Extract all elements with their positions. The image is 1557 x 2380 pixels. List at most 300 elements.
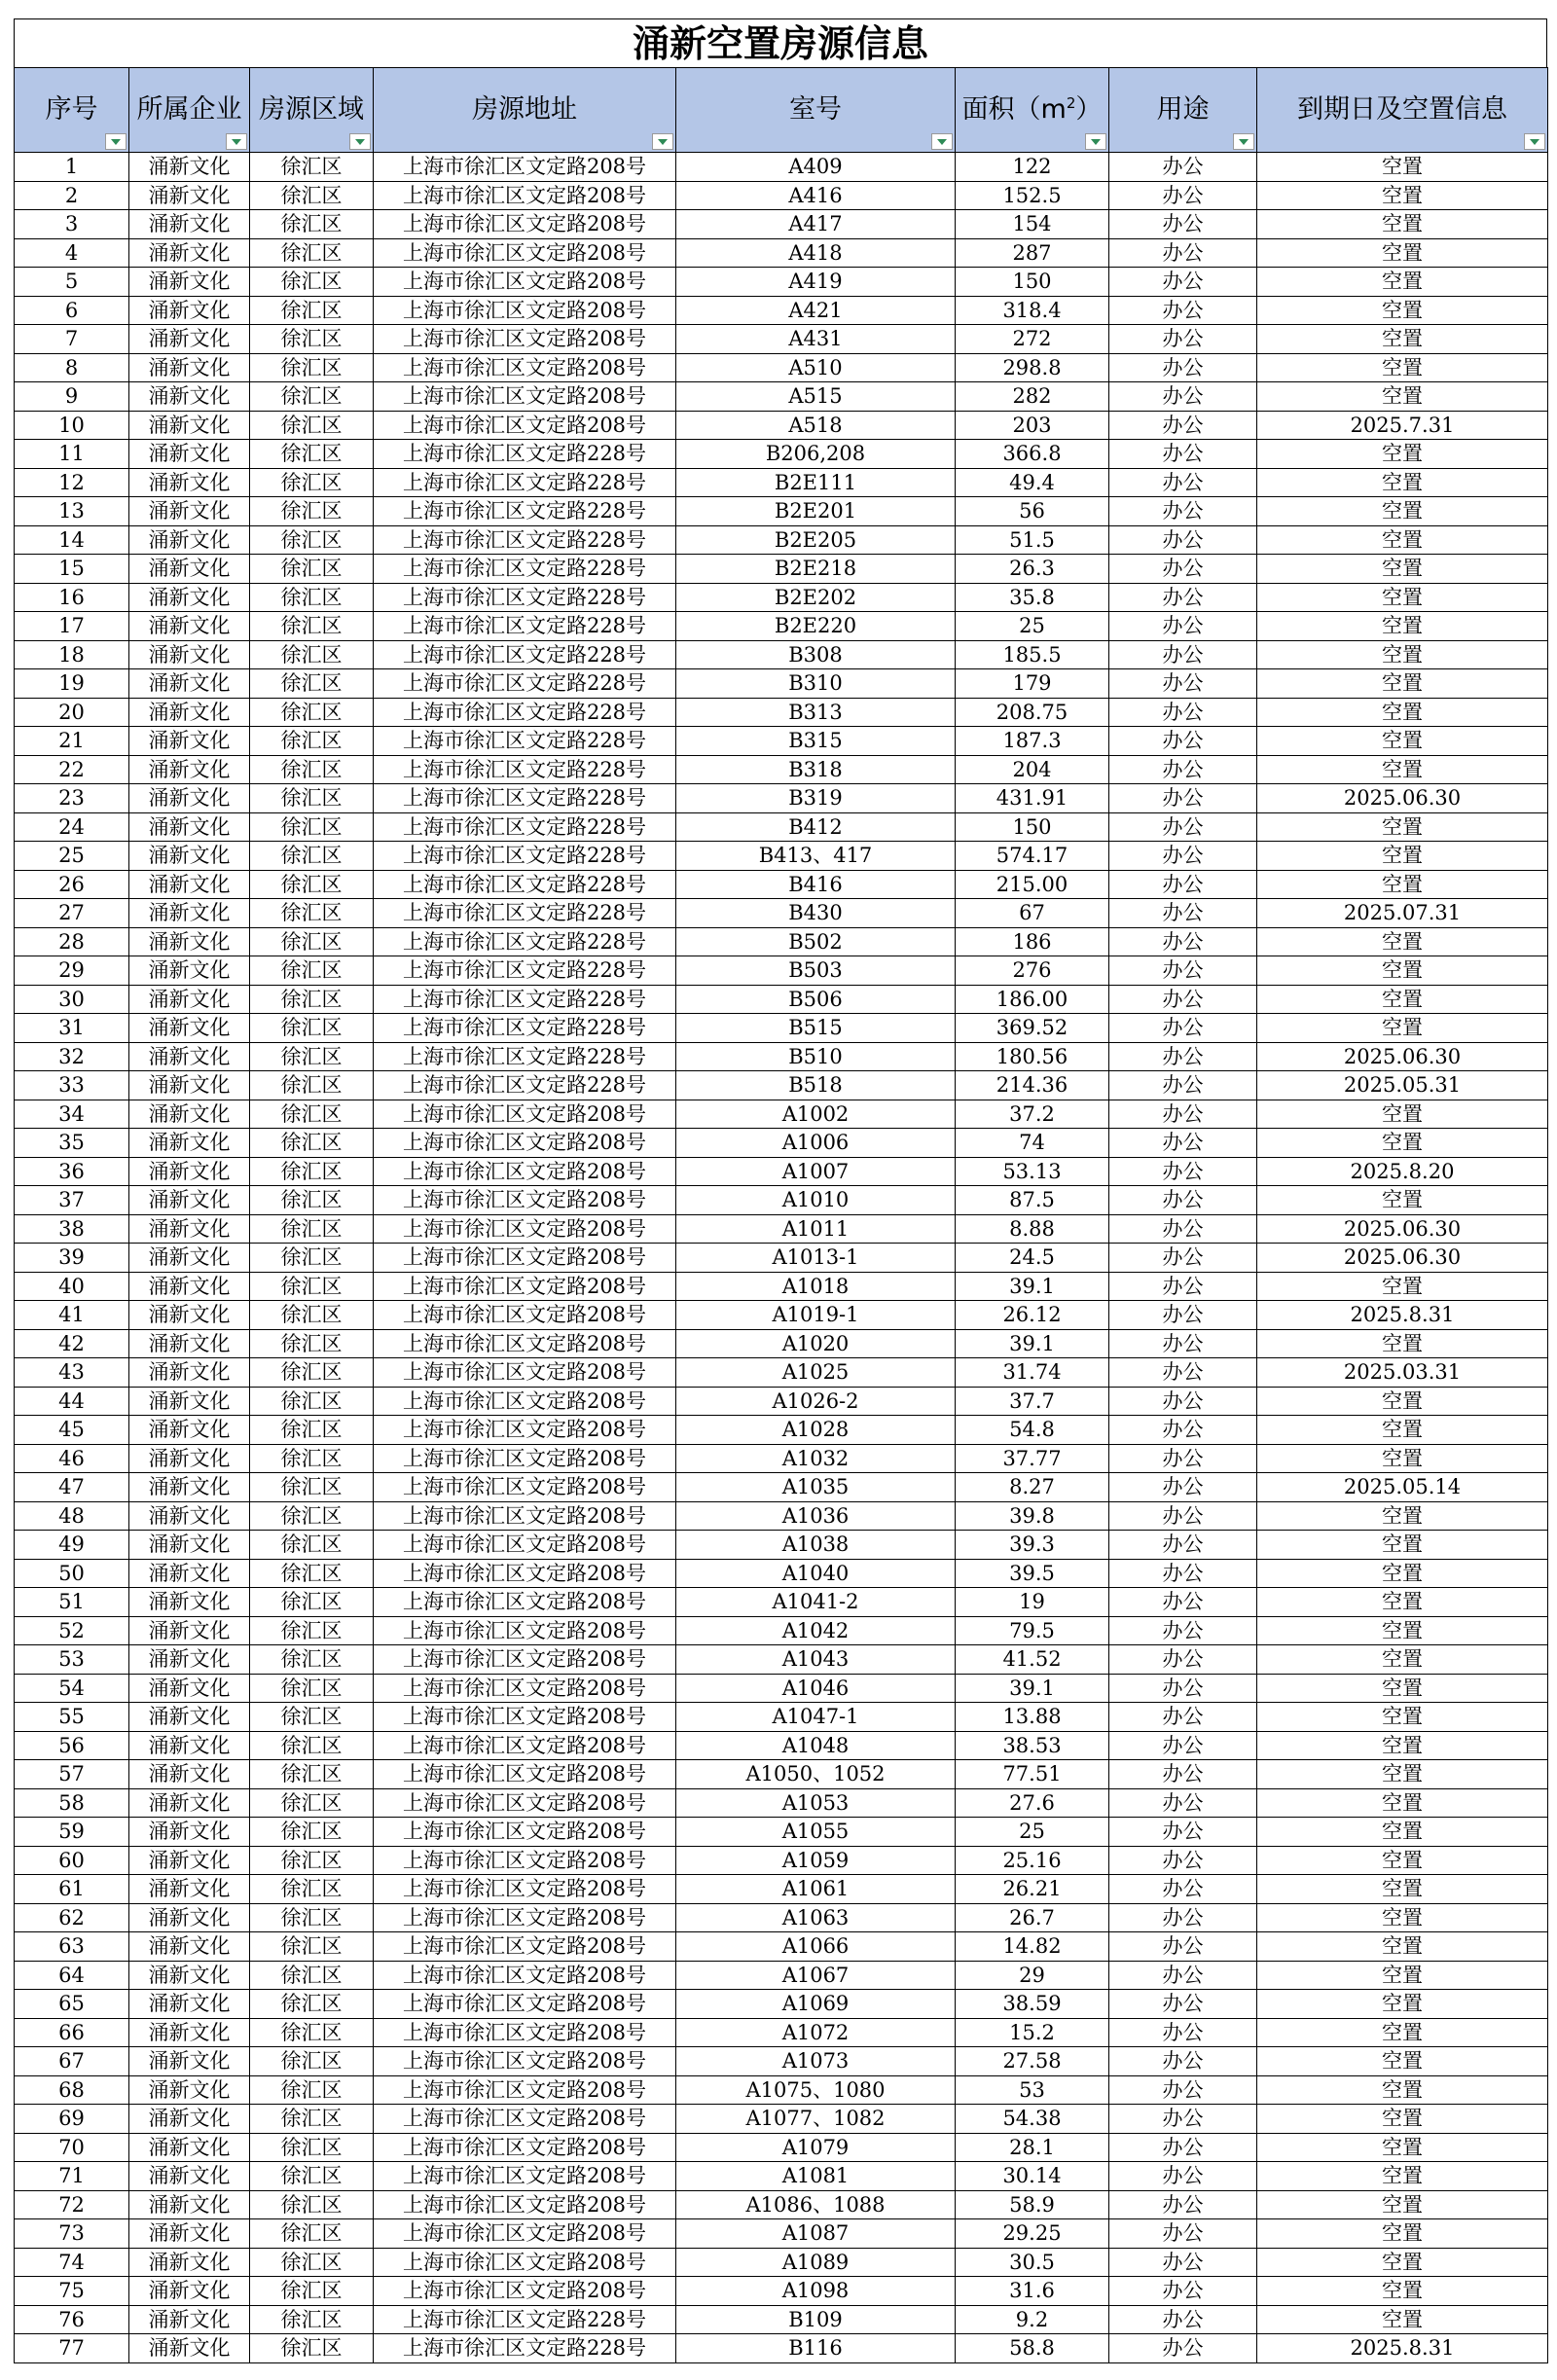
cell-no[interactable]: 51	[15, 1588, 129, 1617]
cell-expiry[interactable]: 空置	[1257, 325, 1548, 354]
cell-company[interactable]: 涌新文化	[129, 1703, 250, 1732]
cell-region[interactable]: 徐汇区	[250, 812, 374, 842]
cell-area[interactable]: 39.8	[956, 1501, 1109, 1531]
cell-room[interactable]: A1042	[676, 1616, 956, 1645]
cell-company[interactable]: 涌新文化	[129, 1645, 250, 1675]
cell-room[interactable]: B2E220	[676, 612, 956, 641]
cell-region[interactable]: 徐汇区	[250, 1645, 374, 1675]
cell-usage[interactable]: 办公	[1109, 1416, 1257, 1445]
cell-usage[interactable]: 办公	[1109, 1214, 1257, 1244]
cell-region[interactable]: 徐汇区	[250, 1501, 374, 1531]
cell-usage[interactable]: 办公	[1109, 2075, 1257, 2105]
cell-company[interactable]: 涌新文化	[129, 181, 250, 210]
filter-dropdown-icon[interactable]	[1524, 133, 1545, 150]
cell-region[interactable]: 徐汇区	[250, 296, 374, 325]
cell-region[interactable]: 徐汇区	[250, 1473, 374, 1502]
cell-company[interactable]: 涌新文化	[129, 1301, 250, 1330]
cell-expiry[interactable]: 空置	[1257, 755, 1548, 784]
cell-expiry[interactable]: 空置	[1257, 2305, 1548, 2334]
cell-room[interactable]: A1032	[676, 1444, 956, 1473]
cell-address[interactable]: 上海市徐汇区文定路228号	[374, 555, 676, 584]
cell-company[interactable]: 涌新文化	[129, 525, 250, 555]
cell-room[interactable]: A1069	[676, 1990, 956, 2019]
cell-address[interactable]: 上海市徐汇区文定路208号	[374, 1875, 676, 1904]
cell-expiry[interactable]: 空置	[1257, 555, 1548, 584]
cell-region[interactable]: 徐汇区	[250, 956, 374, 986]
cell-expiry[interactable]: 空置	[1257, 1674, 1548, 1703]
cell-address[interactable]: 上海市徐汇区文定路228号	[374, 727, 676, 756]
cell-region[interactable]: 徐汇区	[250, 1559, 374, 1588]
cell-no[interactable]: 30	[15, 985, 129, 1014]
cell-no[interactable]: 49	[15, 1531, 129, 1560]
cell-company[interactable]: 涌新文化	[129, 2190, 250, 2219]
cell-no[interactable]: 16	[15, 583, 129, 612]
cell-no[interactable]: 66	[15, 2018, 129, 2047]
cell-company[interactable]: 涌新文化	[129, 1616, 250, 1645]
cell-company[interactable]: 涌新文化	[129, 1042, 250, 1071]
cell-no[interactable]: 47	[15, 1473, 129, 1502]
cell-usage[interactable]: 办公	[1109, 956, 1257, 986]
cell-region[interactable]: 徐汇区	[250, 784, 374, 813]
cell-address[interactable]: 上海市徐汇区文定路208号	[374, 1674, 676, 1703]
cell-no[interactable]: 42	[15, 1329, 129, 1358]
cell-usage[interactable]: 办公	[1109, 1846, 1257, 1875]
cell-expiry[interactable]: 空置	[1257, 1272, 1548, 1301]
cell-area[interactable]: 27.58	[956, 2047, 1109, 2076]
cell-expiry[interactable]: 空置	[1257, 1932, 1548, 1962]
cell-region[interactable]: 徐汇区	[250, 497, 374, 526]
cell-room[interactable]: A1087	[676, 2219, 956, 2249]
cell-expiry[interactable]: 2025.8.31	[1257, 2334, 1548, 2363]
cell-usage[interactable]: 办公	[1109, 353, 1257, 382]
cell-region[interactable]: 徐汇区	[250, 1760, 374, 1789]
cell-address[interactable]: 上海市徐汇区文定路228号	[374, 1014, 676, 1043]
cell-no[interactable]: 12	[15, 468, 129, 497]
cell-address[interactable]: 上海市徐汇区文定路208号	[374, 2277, 676, 2306]
cell-company[interactable]: 涌新文化	[129, 1416, 250, 1445]
cell-company[interactable]: 涌新文化	[129, 1788, 250, 1818]
cell-usage[interactable]: 办公	[1109, 468, 1257, 497]
cell-area[interactable]: 25.16	[956, 1846, 1109, 1875]
cell-room[interactable]: A1019-1	[676, 1301, 956, 1330]
cell-usage[interactable]: 办公	[1109, 1760, 1257, 1789]
cell-no[interactable]: 75	[15, 2277, 129, 2306]
cell-company[interactable]: 涌新文化	[129, 1214, 250, 1244]
cell-address[interactable]: 上海市徐汇区文定路228号	[374, 525, 676, 555]
cell-expiry[interactable]: 空置	[1257, 2105, 1548, 2134]
cell-no[interactable]: 5	[15, 268, 129, 297]
cell-room[interactable]: A515	[676, 382, 956, 412]
cell-region[interactable]: 徐汇区	[250, 698, 374, 727]
cell-usage[interactable]: 办公	[1109, 497, 1257, 526]
cell-company[interactable]: 涌新文化	[129, 2219, 250, 2249]
cell-region[interactable]: 徐汇区	[250, 1903, 374, 1932]
cell-region[interactable]: 徐汇区	[250, 640, 374, 669]
cell-region[interactable]: 徐汇区	[250, 2047, 374, 2076]
cell-address[interactable]: 上海市徐汇区文定路208号	[374, 2162, 676, 2191]
cell-region[interactable]: 徐汇区	[250, 1329, 374, 1358]
cell-expiry[interactable]: 空置	[1257, 2277, 1548, 2306]
cell-no[interactable]: 19	[15, 669, 129, 699]
cell-region[interactable]: 徐汇区	[250, 2190, 374, 2219]
filter-dropdown-icon[interactable]	[105, 133, 127, 150]
cell-room[interactable]: A1066	[676, 1932, 956, 1962]
cell-room[interactable]: A1040	[676, 1559, 956, 1588]
cell-area[interactable]: 28.1	[956, 2133, 1109, 2162]
cell-usage[interactable]: 办公	[1109, 2047, 1257, 2076]
cell-region[interactable]: 徐汇区	[250, 669, 374, 699]
cell-area[interactable]: 67	[956, 899, 1109, 928]
cell-no[interactable]: 61	[15, 1875, 129, 1904]
cell-company[interactable]: 涌新文化	[129, 353, 250, 382]
cell-address[interactable]: 上海市徐汇区文定路208号	[374, 1214, 676, 1244]
cell-room[interactable]: A1020	[676, 1329, 956, 1358]
cell-region[interactable]: 徐汇区	[250, 1616, 374, 1645]
cell-room[interactable]: B503	[676, 956, 956, 986]
cell-company[interactable]: 涌新文化	[129, 755, 250, 784]
cell-usage[interactable]: 办公	[1109, 411, 1257, 440]
cell-company[interactable]: 涌新文化	[129, 296, 250, 325]
cell-area[interactable]: 318.4	[956, 296, 1109, 325]
cell-expiry[interactable]: 空置	[1257, 382, 1548, 412]
cell-address[interactable]: 上海市徐汇区文定路208号	[374, 1559, 676, 1588]
cell-usage[interactable]: 办公	[1109, 1616, 1257, 1645]
cell-usage[interactable]: 办公	[1109, 1042, 1257, 1071]
cell-expiry[interactable]: 空置	[1257, 468, 1548, 497]
cell-area[interactable]: 26.21	[956, 1875, 1109, 1904]
cell-region[interactable]: 徐汇区	[250, 1588, 374, 1617]
cell-no[interactable]: 22	[15, 755, 129, 784]
cell-usage[interactable]: 办公	[1109, 525, 1257, 555]
cell-region[interactable]: 徐汇区	[250, 1961, 374, 1990]
cell-usage[interactable]: 办公	[1109, 382, 1257, 412]
cell-area[interactable]: 179	[956, 669, 1109, 699]
cell-expiry[interactable]: 空置	[1257, 1444, 1548, 1473]
cell-usage[interactable]: 办公	[1109, 2277, 1257, 2306]
cell-usage[interactable]: 办公	[1109, 296, 1257, 325]
cell-region[interactable]: 徐汇区	[250, 1444, 374, 1473]
cell-company[interactable]: 涌新文化	[129, 440, 250, 469]
cell-usage[interactable]: 办公	[1109, 1559, 1257, 1588]
cell-area[interactable]: 37.77	[956, 1444, 1109, 1473]
cell-address[interactable]: 上海市徐汇区文定路208号	[374, 1157, 676, 1186]
cell-usage[interactable]: 办公	[1109, 1157, 1257, 1186]
cell-expiry[interactable]: 空置	[1257, 353, 1548, 382]
cell-area[interactable]: 366.8	[956, 440, 1109, 469]
cell-company[interactable]: 涌新文化	[129, 1531, 250, 1560]
cell-usage[interactable]: 办公	[1109, 1186, 1257, 1215]
cell-room[interactable]: A1098	[676, 2277, 956, 2306]
cell-area[interactable]: 58.9	[956, 2190, 1109, 2219]
cell-expiry[interactable]: 空置	[1257, 1846, 1548, 1875]
cell-room[interactable]: A1081	[676, 2162, 956, 2191]
cell-no[interactable]: 27	[15, 899, 129, 928]
cell-expiry[interactable]: 空置	[1257, 2133, 1548, 2162]
cell-address[interactable]: 上海市徐汇区文定路208号	[374, 1588, 676, 1617]
cell-address[interactable]: 上海市徐汇区文定路208号	[374, 382, 676, 412]
cell-usage[interactable]: 办公	[1109, 1100, 1257, 1129]
cell-address[interactable]: 上海市徐汇区文定路208号	[374, 1531, 676, 1560]
cell-address[interactable]: 上海市徐汇区文定路228号	[374, 812, 676, 842]
cell-no[interactable]: 76	[15, 2305, 129, 2334]
cell-usage[interactable]: 办公	[1109, 1788, 1257, 1818]
cell-usage[interactable]: 办公	[1109, 2190, 1257, 2219]
cell-region[interactable]: 徐汇区	[250, 1301, 374, 1330]
cell-room[interactable]: B515	[676, 1014, 956, 1043]
cell-region[interactable]: 徐汇区	[250, 210, 374, 239]
cell-address[interactable]: 上海市徐汇区文定路208号	[374, 1358, 676, 1388]
cell-usage[interactable]: 办公	[1109, 1903, 1257, 1932]
cell-area[interactable]: 39.1	[956, 1329, 1109, 1358]
cell-no[interactable]: 58	[15, 1788, 129, 1818]
cell-region[interactable]: 徐汇区	[250, 525, 374, 555]
cell-usage[interactable]: 办公	[1109, 1129, 1257, 1158]
cell-usage[interactable]: 办公	[1109, 1588, 1257, 1617]
cell-company[interactable]: 涌新文化	[129, 1272, 250, 1301]
cell-company[interactable]: 涌新文化	[129, 870, 250, 899]
cell-area[interactable]: 14.82	[956, 1932, 1109, 1962]
cell-company[interactable]: 涌新文化	[129, 325, 250, 354]
cell-usage[interactable]: 办公	[1109, 1731, 1257, 1760]
cell-region[interactable]: 徐汇区	[250, 870, 374, 899]
cell-region[interactable]: 徐汇区	[250, 268, 374, 297]
cell-expiry[interactable]: 2025.06.30	[1257, 1214, 1548, 1244]
cell-region[interactable]: 徐汇区	[250, 2162, 374, 2191]
cell-address[interactable]: 上海市徐汇区文定路228号	[374, 698, 676, 727]
cell-no[interactable]: 38	[15, 1214, 129, 1244]
cell-expiry[interactable]: 2025.8.31	[1257, 1301, 1548, 1330]
cell-address[interactable]: 上海市徐汇区文定路208号	[374, 210, 676, 239]
cell-no[interactable]: 9	[15, 382, 129, 412]
cell-expiry[interactable]: 空置	[1257, 956, 1548, 986]
cell-no[interactable]: 41	[15, 1301, 129, 1330]
cell-no[interactable]: 3	[15, 210, 129, 239]
cell-address[interactable]: 上海市徐汇区文定路208号	[374, 1645, 676, 1675]
cell-no[interactable]: 48	[15, 1501, 129, 1531]
cell-address[interactable]: 上海市徐汇区文定路208号	[374, 1244, 676, 1273]
cell-no[interactable]: 34	[15, 1100, 129, 1129]
cell-region[interactable]: 徐汇区	[250, 2277, 374, 2306]
cell-address[interactable]: 上海市徐汇区文定路208号	[374, 181, 676, 210]
cell-no[interactable]: 11	[15, 440, 129, 469]
cell-expiry[interactable]: 空置	[1257, 2162, 1548, 2191]
cell-company[interactable]: 涌新文化	[129, 1100, 250, 1129]
cell-room[interactable]: A1011	[676, 1214, 956, 1244]
cell-area[interactable]: 15.2	[956, 2018, 1109, 2047]
cell-address[interactable]: 上海市徐汇区文定路208号	[374, 2133, 676, 2162]
cell-region[interactable]: 徐汇区	[250, 2075, 374, 2105]
cell-room[interactable]: B502	[676, 927, 956, 956]
cell-address[interactable]: 上海市徐汇区文定路208号	[374, 2075, 676, 2105]
cell-no[interactable]: 33	[15, 1071, 129, 1100]
cell-area[interactable]: 39.5	[956, 1559, 1109, 1588]
cell-expiry[interactable]: 2025.05.14	[1257, 1473, 1548, 1502]
cell-area[interactable]: 29	[956, 1961, 1109, 1990]
cell-usage[interactable]: 办公	[1109, 1272, 1257, 1301]
cell-no[interactable]: 70	[15, 2133, 129, 2162]
cell-address[interactable]: 上海市徐汇区文定路208号	[374, 1301, 676, 1330]
cell-area[interactable]: 87.5	[956, 1186, 1109, 1215]
cell-company[interactable]: 涌新文化	[129, 1760, 250, 1789]
cell-expiry[interactable]: 空置	[1257, 1788, 1548, 1818]
cell-usage[interactable]: 办公	[1109, 1645, 1257, 1675]
cell-room[interactable]: A1050、1052	[676, 1760, 956, 1789]
cell-area[interactable]: 276	[956, 956, 1109, 986]
cell-area[interactable]: 31.74	[956, 1358, 1109, 1388]
cell-room[interactable]: B430	[676, 899, 956, 928]
cell-address[interactable]: 上海市徐汇区文定路208号	[374, 1932, 676, 1962]
cell-usage[interactable]: 办公	[1109, 268, 1257, 297]
cell-company[interactable]: 涌新文化	[129, 1990, 250, 2019]
cell-region[interactable]: 徐汇区	[250, 2018, 374, 2047]
cell-company[interactable]: 涌新文化	[129, 411, 250, 440]
cell-address[interactable]: 上海市徐汇区文定路208号	[374, 2219, 676, 2249]
cell-room[interactable]: A1061	[676, 1875, 956, 1904]
cell-region[interactable]: 徐汇区	[250, 382, 374, 412]
cell-expiry[interactable]: 2025.8.20	[1257, 1157, 1548, 1186]
cell-usage[interactable]: 办公	[1109, 1674, 1257, 1703]
filter-dropdown-icon[interactable]	[1085, 133, 1106, 150]
cell-area[interactable]: 272	[956, 325, 1109, 354]
cell-area[interactable]: 150	[956, 268, 1109, 297]
cell-area[interactable]: 208.75	[956, 698, 1109, 727]
cell-no[interactable]: 68	[15, 2075, 129, 2105]
cell-region[interactable]: 徐汇区	[250, 468, 374, 497]
cell-address[interactable]: 上海市徐汇区文定路228号	[374, 440, 676, 469]
cell-area[interactable]: 37.7	[956, 1387, 1109, 1416]
cell-region[interactable]: 徐汇区	[250, 899, 374, 928]
cell-expiry[interactable]: 空置	[1257, 2248, 1548, 2277]
cell-usage[interactable]: 办公	[1109, 842, 1257, 871]
cell-room[interactable]: A1018	[676, 1272, 956, 1301]
cell-room[interactable]: B319	[676, 784, 956, 813]
cell-region[interactable]: 徐汇区	[250, 153, 374, 182]
cell-region[interactable]: 徐汇区	[250, 1272, 374, 1301]
cell-expiry[interactable]: 空置	[1257, 640, 1548, 669]
cell-company[interactable]: 涌新文化	[129, 2105, 250, 2134]
cell-room[interactable]: B510	[676, 1042, 956, 1071]
cell-room[interactable]: B2E111	[676, 468, 956, 497]
cell-expiry[interactable]: 空置	[1257, 1645, 1548, 1675]
cell-room[interactable]: A418	[676, 238, 956, 268]
cell-room[interactable]: B2E205	[676, 525, 956, 555]
cell-company[interactable]: 涌新文化	[129, 268, 250, 297]
cell-no[interactable]: 8	[15, 353, 129, 382]
cell-region[interactable]: 徐汇区	[250, 1818, 374, 1847]
cell-area[interactable]: 31.6	[956, 2277, 1109, 2306]
cell-area[interactable]: 74	[956, 1129, 1109, 1158]
cell-region[interactable]: 徐汇区	[250, 1674, 374, 1703]
cell-usage[interactable]: 办公	[1109, 612, 1257, 641]
cell-usage[interactable]: 办公	[1109, 1932, 1257, 1962]
cell-room[interactable]: A1073	[676, 2047, 956, 2076]
cell-usage[interactable]: 办公	[1109, 1531, 1257, 1560]
cell-company[interactable]: 涌新文化	[129, 612, 250, 641]
cell-no[interactable]: 44	[15, 1387, 129, 1416]
cell-expiry[interactable]: 空置	[1257, 268, 1548, 297]
cell-region[interactable]: 徐汇区	[250, 1731, 374, 1760]
cell-company[interactable]: 涌新文化	[129, 727, 250, 756]
cell-company[interactable]: 涌新文化	[129, 1818, 250, 1847]
cell-expiry[interactable]: 空置	[1257, 1129, 1548, 1158]
cell-area[interactable]: 25	[956, 612, 1109, 641]
cell-room[interactable]: B315	[676, 727, 956, 756]
cell-usage[interactable]: 办公	[1109, 755, 1257, 784]
cell-no[interactable]: 65	[15, 1990, 129, 2019]
cell-no[interactable]: 57	[15, 1760, 129, 1789]
filter-dropdown-icon[interactable]	[931, 133, 953, 150]
cell-address[interactable]: 上海市徐汇区文定路208号	[374, 2047, 676, 2076]
cell-room[interactable]: B416	[676, 870, 956, 899]
cell-expiry[interactable]: 2025.07.31	[1257, 899, 1548, 928]
filter-dropdown-icon[interactable]	[226, 133, 247, 150]
cell-address[interactable]: 上海市徐汇区文定路228号	[374, 2334, 676, 2363]
cell-region[interactable]: 徐汇区	[250, 1788, 374, 1818]
cell-usage[interactable]: 办公	[1109, 1961, 1257, 1990]
cell-address[interactable]: 上海市徐汇区文定路208号	[374, 1416, 676, 1445]
cell-usage[interactable]: 办公	[1109, 1501, 1257, 1531]
cell-address[interactable]: 上海市徐汇区文定路208号	[374, 1846, 676, 1875]
cell-expiry[interactable]: 空置	[1257, 1186, 1548, 1215]
cell-address[interactable]: 上海市徐汇区文定路228号	[374, 755, 676, 784]
cell-room[interactable]: A1063	[676, 1903, 956, 1932]
cell-company[interactable]: 涌新文化	[129, 1244, 250, 1273]
cell-room[interactable]: A1006	[676, 1129, 956, 1158]
cell-company[interactable]: 涌新文化	[129, 2018, 250, 2047]
cell-area[interactable]: 180.56	[956, 1042, 1109, 1071]
cell-region[interactable]: 徐汇区	[250, 440, 374, 469]
cell-address[interactable]: 上海市徐汇区文定路228号	[374, 1042, 676, 1071]
cell-address[interactable]: 上海市徐汇区文定路208号	[374, 1473, 676, 1502]
cell-company[interactable]: 涌新文化	[129, 2305, 250, 2334]
cell-area[interactable]: 30.5	[956, 2248, 1109, 2277]
cell-no[interactable]: 64	[15, 1961, 129, 1990]
cell-area[interactable]: 122	[956, 153, 1109, 182]
cell-expiry[interactable]: 空置	[1257, 1990, 1548, 2019]
cell-room[interactable]: B116	[676, 2334, 956, 2363]
cell-room[interactable]: A1055	[676, 1818, 956, 1847]
cell-usage[interactable]: 办公	[1109, 181, 1257, 210]
cell-region[interactable]: 徐汇区	[250, 1932, 374, 1962]
cell-no[interactable]: 59	[15, 1818, 129, 1847]
cell-no[interactable]: 77	[15, 2334, 129, 2363]
cell-region[interactable]: 徐汇区	[250, 1157, 374, 1186]
cell-region[interactable]: 徐汇区	[250, 1214, 374, 1244]
cell-area[interactable]: 53	[956, 2075, 1109, 2105]
cell-usage[interactable]: 办公	[1109, 2018, 1257, 2047]
cell-no[interactable]: 69	[15, 2105, 129, 2134]
cell-company[interactable]: 涌新文化	[129, 899, 250, 928]
cell-expiry[interactable]: 空置	[1257, 842, 1548, 871]
cell-company[interactable]: 涌新文化	[129, 669, 250, 699]
cell-room[interactable]: A1036	[676, 1501, 956, 1531]
cell-usage[interactable]: 办公	[1109, 1703, 1257, 1732]
cell-expiry[interactable]: 2025.06.30	[1257, 1042, 1548, 1071]
cell-expiry[interactable]: 空置	[1257, 1100, 1548, 1129]
cell-region[interactable]: 徐汇区	[250, 927, 374, 956]
cell-company[interactable]: 涌新文化	[129, 2047, 250, 2076]
cell-address[interactable]: 上海市徐汇区文定路228号	[374, 583, 676, 612]
cell-no[interactable]: 1	[15, 153, 129, 182]
cell-address[interactable]: 上海市徐汇区文定路228号	[374, 1071, 676, 1100]
cell-room[interactable]: B2E218	[676, 555, 956, 584]
cell-area[interactable]: 204	[956, 755, 1109, 784]
cell-room[interactable]: B413、417	[676, 842, 956, 871]
cell-company[interactable]: 涌新文化	[129, 640, 250, 669]
cell-area[interactable]: 54.38	[956, 2105, 1109, 2134]
cell-company[interactable]: 涌新文化	[129, 1903, 250, 1932]
cell-region[interactable]: 徐汇区	[250, 1244, 374, 1273]
